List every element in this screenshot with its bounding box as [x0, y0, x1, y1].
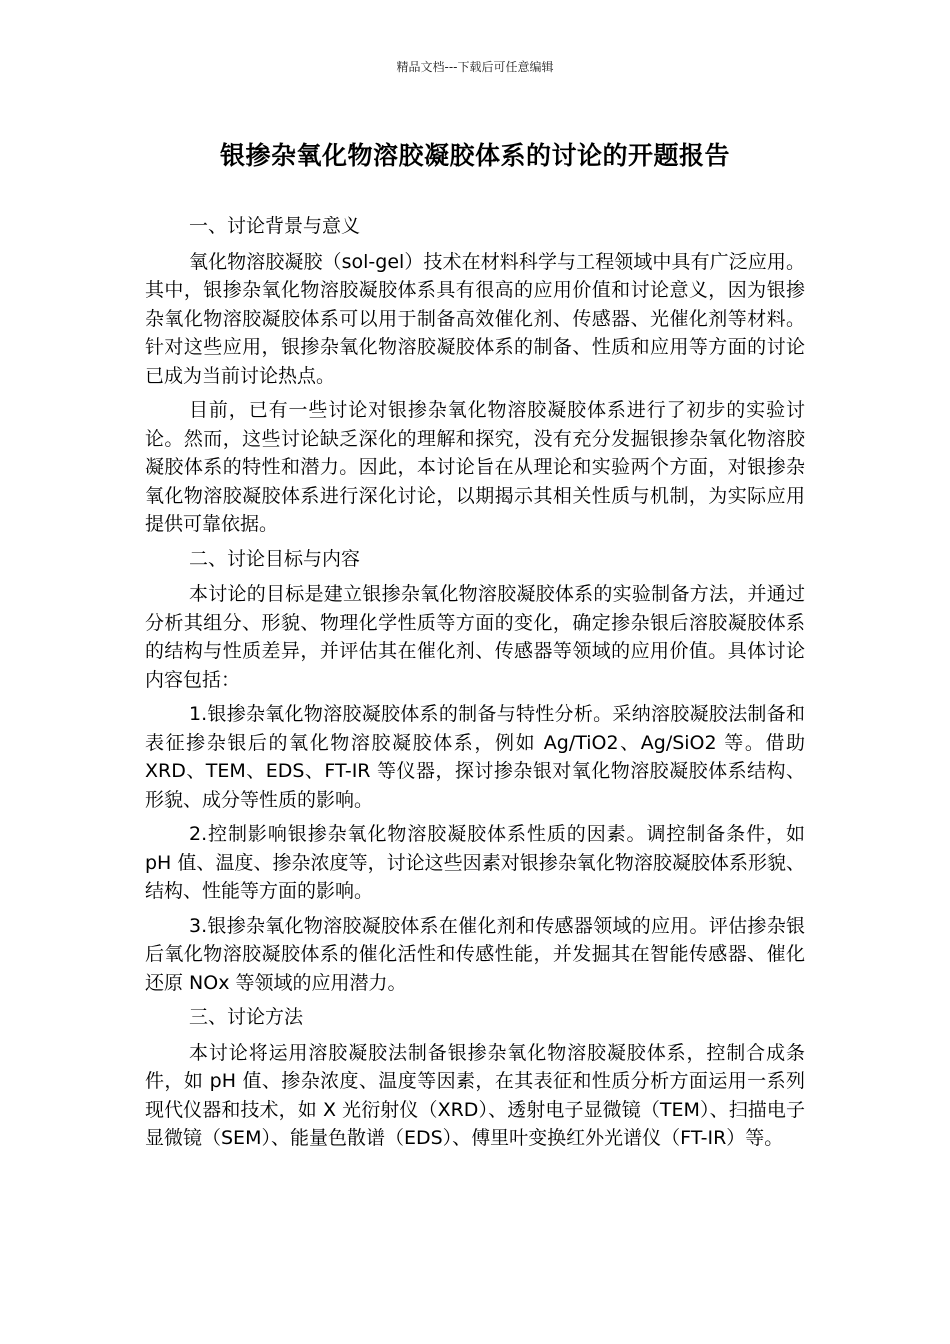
paragraph-background-2: 目前，已有一些讨论对银掺杂氧化物溶胶凝胶体系进行了初步的实验讨论。然而，这些讨论缺乏深化的理解和探究，没有充分发掘银掺杂氧化物溶胶凝胶体系的特性和潜力。因此，本讨论旨在从理论和实验两个方面，对银掺杂氧化物溶胶凝胶体系进行深化讨论，以期揭示其相关性质与机制，为实际应用提供可靠依据。: [145, 399, 805, 535]
paragraph-methods: 本讨论将运用溶胶凝胶法制备银掺杂氧化物溶胶凝胶体系，控制合成条件，如 pH 值、掺杂浓度、温度等因素，在其表征和性质分析方面运用一系列现代仪器和技术，如 X 光衍射仪（XRD）、透射电子显微镜（TEM）、扫描电子显微镜（SEM）、能量色散谱（EDS）、傅里叶变换红外光谱仪（FT-IR）等。: [145, 1041, 805, 1149]
list-item-goal-3: 3.银掺杂氧化物溶胶凝胶体系在催化剂和传感器领域的应用。评估掺杂银后氧化物溶胶凝胶体系的催化活性和传感性能，并发掘其在智能传感器、催化还原 NOx 等领域的应用潜力。: [145, 914, 805, 994]
page-header: 精品文档---下载后可任意编辑: [396, 60, 554, 74]
list-item-goal-2: 2.控制影响银掺杂氧化物溶胶凝胶体系性质的因素。调控制备条件，如 pH 值、温度、掺杂浓度等，讨论这些因素对银掺杂氧化物溶胶凝胶体系形貌、结构、性能等方面的影响。: [145, 823, 805, 902]
list-item-goal-1: 1.银掺杂氧化物溶胶凝胶体系的制备与特性分析。采纳溶胶凝胶法制备和表征掺杂银后的氧化物溶胶凝胶体系，例如 Ag/TiO2、Ag/SiO2 等。借助 XRD、TEM、EDS、FT-IR 等仪器，探讨掺杂银对氧化物溶胶凝胶体系结构、形貌、成分等性质的影响。: [145, 703, 805, 811]
document-title: 银掺杂氧化物溶胶凝胶体系的讨论的开题报告: [219, 141, 730, 170]
section-heading-methods: 三、讨论方法: [189, 1006, 304, 1028]
section-heading-goals: 二、讨论目标与内容: [189, 547, 361, 570]
paragraph-goals-intro: 本讨论的目标是建立银掺杂氧化物溶胶凝胶体系的实验制备方法，并通过分析其组分、形貌、物理化学性质等方面的变化，确定掺杂银后溶胶凝胶体系的结构与性质差异，并评估其在催化剂、传感器等领域的应用价值。具体讨论内容包括：: [145, 583, 805, 691]
document-body: [145, 212, 805, 1159]
paragraph-background-1: 氧化物溶胶凝胶（sol-gel）技术在材料科学与工程领域中具有广泛应用。其中，银掺杂氧化物溶胶凝胶体系具有很高的应用价值和讨论意义，因为银掺杂氧化物溶胶凝胶体系可以用于制备高效催化剂、传感器、光催化剂等材料。针对这些应用，银掺杂氧化物溶胶凝胶体系的制备、性质和应用等方面的讨论已成为当前讨论热点。: [145, 250, 805, 387]
section-heading-background: 一、讨论背景与意义: [189, 215, 361, 237]
